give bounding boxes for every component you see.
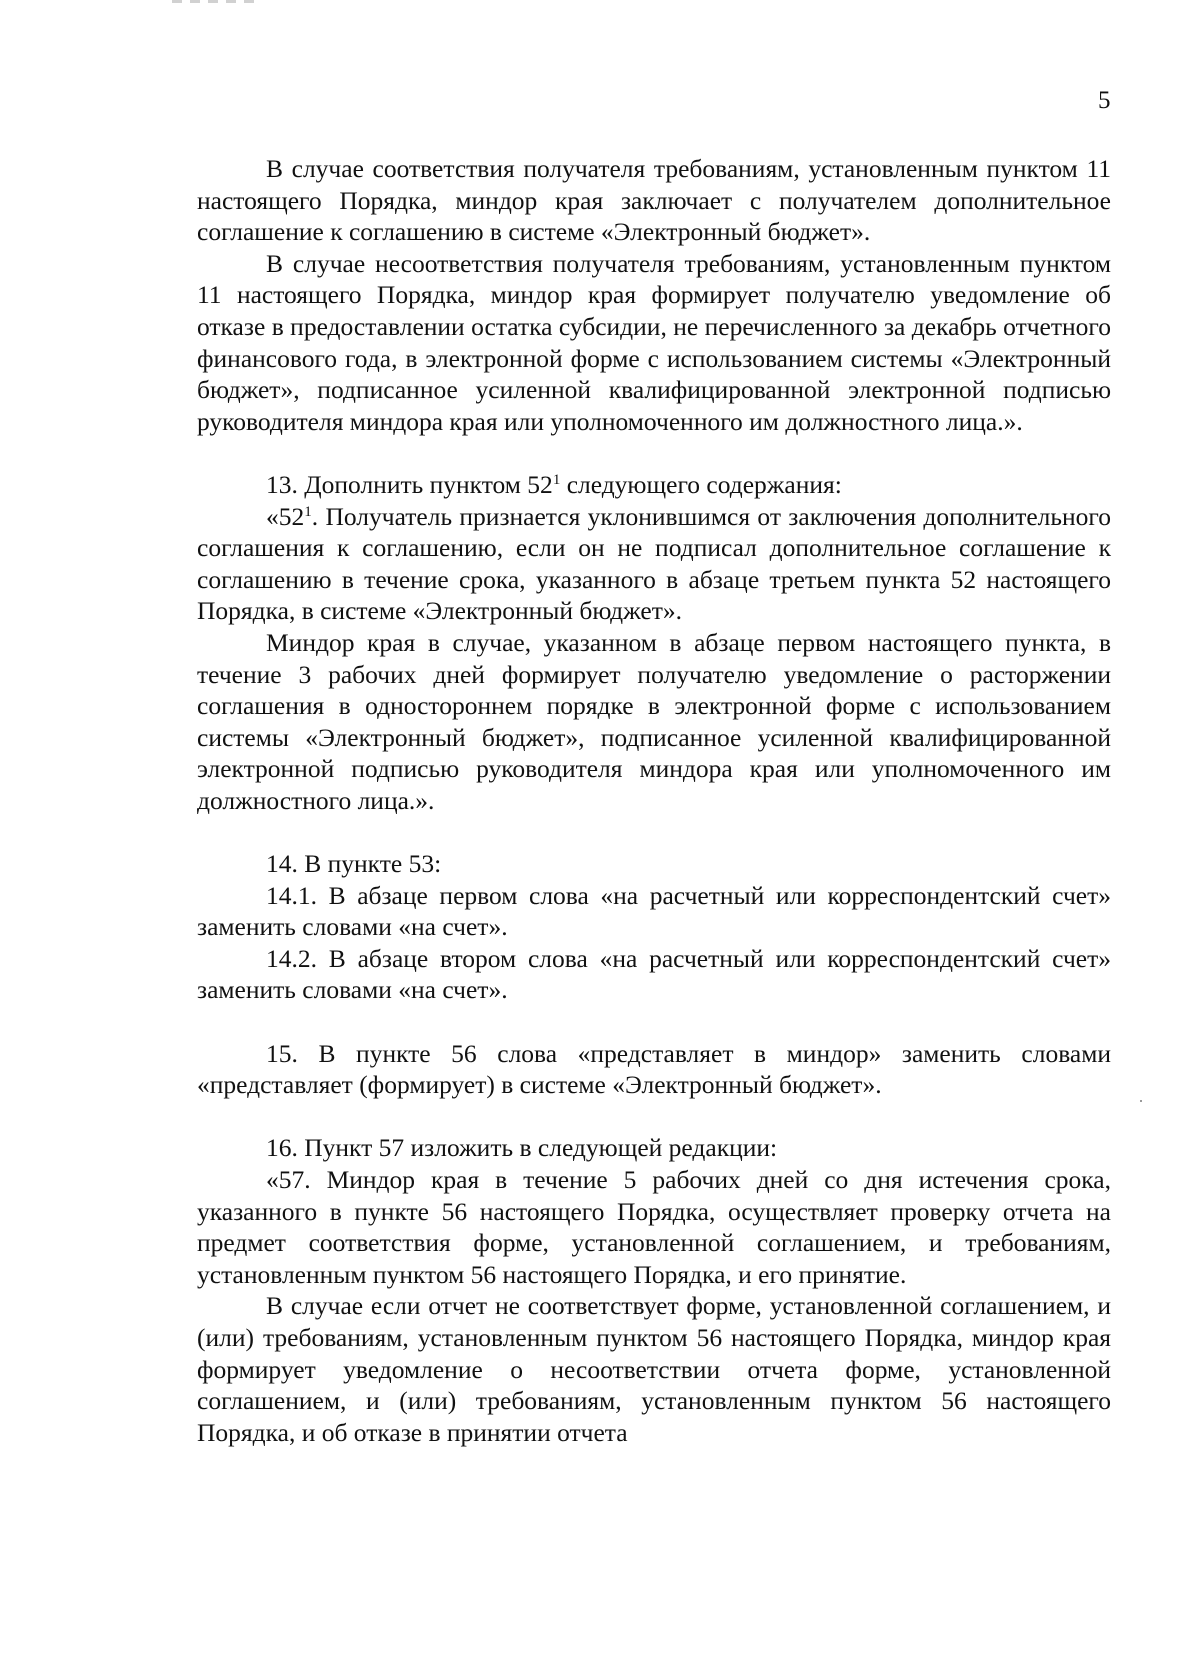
item-16-heading: 16. Пункт 57 изложить в следующей редакции: [266,1133,778,1163]
item-13-heading [197,469,1111,501]
paragraph-report-mismatch: В случае если отчет не соответствует форме, установленной соглашением, и (или) требованиям, установленным пунктом 56 настоящего Порядка, миндор края формирует уведомление о несоответствии отчета форме, установленной соглашением, и (или) требованиям, установленным пунктом 56 настоящего Порядка, и об отказе в принятии отчета [197,1291,1111,1447]
scan-artifact [172,0,262,3]
item-14-heading: 14. В пункте 53: [266,849,442,879]
item-52-1-body: . Получатель признается уклонившимся от заключения дополнительного соглашения к соглашению, если он не подписал дополнительное соглашение к соглашению в течение срока, указанного в абзаце третьем пункта 52 настоящего Порядка, в системе «Электронный бюджет». [197,501,1111,626]
scan-artifact-dot [1140,1100,1142,1102]
item-57-text: «57. Миндор края в течение 5 рабочих дней со дня истечения срока, указанного в пункте 56 настоящего Порядка, осуществляет проверку отчета на предмет соответствия форме, установленной соглашением, и требованиям, установленным пунктом 56 настоящего Порядка, и его принятие. [197,1165,1111,1289]
item-14-2: 14.2. В абзаце втором слова «на расчетный или корреспондентский счет» заменить словами «на счет». [197,943,1111,1005]
superscript: 1 [552,471,561,488]
item-14-1: 14.1. В абзаце первом слова «на расчетный или корреспондентский счет» заменить словами «на счет». [197,880,1111,942]
document-body [197,153,1111,1448]
item-15: 15. В пункте 56 слова «представляет в миндор» заменить словами «представляет (формирует) в системе «Электронный бюджет». [197,1038,1111,1100]
item-13-heading-tail: следующего содержания: [560,469,842,499]
item-52-1-text [197,501,1111,627]
item-13-heading-text: 13. Дополнить пунктом 52 [266,469,553,499]
paragraph-compliance: В случае соответствия получателя требованиям, установленным пунктом 11 настоящего Порядка, миндор края заключает с получателем дополнительное соглашение к соглашению в системе «Электронный бюджет». [197,154,1111,247]
paragraph-mindor-termination: Миндор края в случае, указанном в абзаце первом настоящего пункта, в течение 3 рабочих дней формирует получателю уведомление о расторжении соглашения в одностороннем порядке в электронной форме с использованием системы «Электронный бюджет», подписанное усиленной квалифицированной электронной подписью руководителя миндора края или уполномоченного им должностного лица.». [197,627,1111,815]
superscript: 1 [304,503,312,520]
page-number: 5 [1098,87,1111,114]
item-52-1-open: «52 [266,501,305,531]
paragraph-noncompliance: В случае несоответствия получателя требованиям, установленным пунктом 11 настоящего Порядка, миндор края формирует получателю уведомление об отказе в предоставлении остатка субсидии, не перечисленного за декабрь отчетного финансового года, в электронной форме с использованием системы «Электронный бюджет», подписанное усиленной квалифицированной электронной подписью руководителя миндора края или уполномоченного им должностного лица.». [197,248,1111,436]
